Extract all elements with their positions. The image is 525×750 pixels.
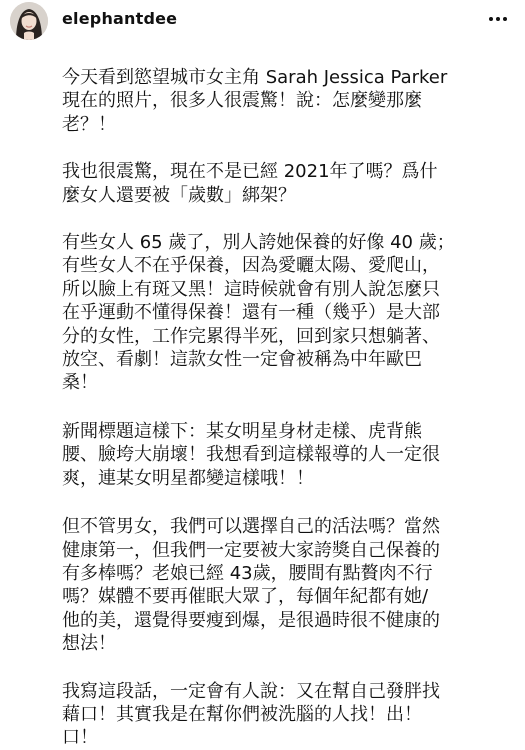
post-paragraph-4: 新聞標題這樣下：某女明星身材走樣、虎背熊 腰、臉垮大崩壞！我想看到這樣報導的人一定很 爽，連某女明星都變這樣哦！！ bbox=[62, 420, 440, 489]
post-paragraph-6: 我寫這段話，一定會有人說：又在幫自己發胖找 藉口！其實我是在幫你們被洗腦的人找！出！ 口！ bbox=[62, 680, 440, 749]
post-paragraph-5: 但不管男女，我們可以選擇自己的活法嗎？當然 健康第一，但我們一定要被大家誇獎自己保養的 有多棒嗎？老娘已經 43歲，腰間有點贅肉不行 嗎？媒體不要再催眠大眾了，每個年紀都有她/ 他的美，還覺得要瘦到爆，是很過時很不健康的 想法！ bbox=[62, 516, 440, 655]
post-caption bbox=[62, 66, 482, 750]
more-horizontal-icon-glyph bbox=[487, 8, 509, 30]
username[interactable]: elephantdee bbox=[62, 9, 178, 28]
post-paragraph-2: 我也很震驚，現在不是已經 2021年了嗎？爲什 麼女人還要被「歲數」綁架？ bbox=[62, 161, 438, 206]
avatar[interactable] bbox=[10, 2, 48, 40]
post-paragraph-3: 有些女人 65 歲了，別人誇她保養的好像 40 歲； 有些女人不在乎保養，因為愛曬太陽、愛爬山， 所以臉上有斑又黑！這時候就會有別人說怎麼只 在乎運動不懂得保養！還有一種（幾乎）是大部 分的女性，工作完累得半死，回到家只想躺著、 放空、看劇！這款女性一定會被稱為中年歐巴 桑！ bbox=[62, 232, 455, 394]
post-paragraph-1: 今天看到慾望城市女主角 Sarah Jessica Parker 現在的照片，很多人很震驚！說：怎麼變那麼 老？！ bbox=[62, 67, 448, 135]
more-horizontal-icon[interactable] bbox=[487, 8, 509, 30]
post-header bbox=[0, 0, 525, 40]
avatar-image bbox=[10, 2, 48, 40]
